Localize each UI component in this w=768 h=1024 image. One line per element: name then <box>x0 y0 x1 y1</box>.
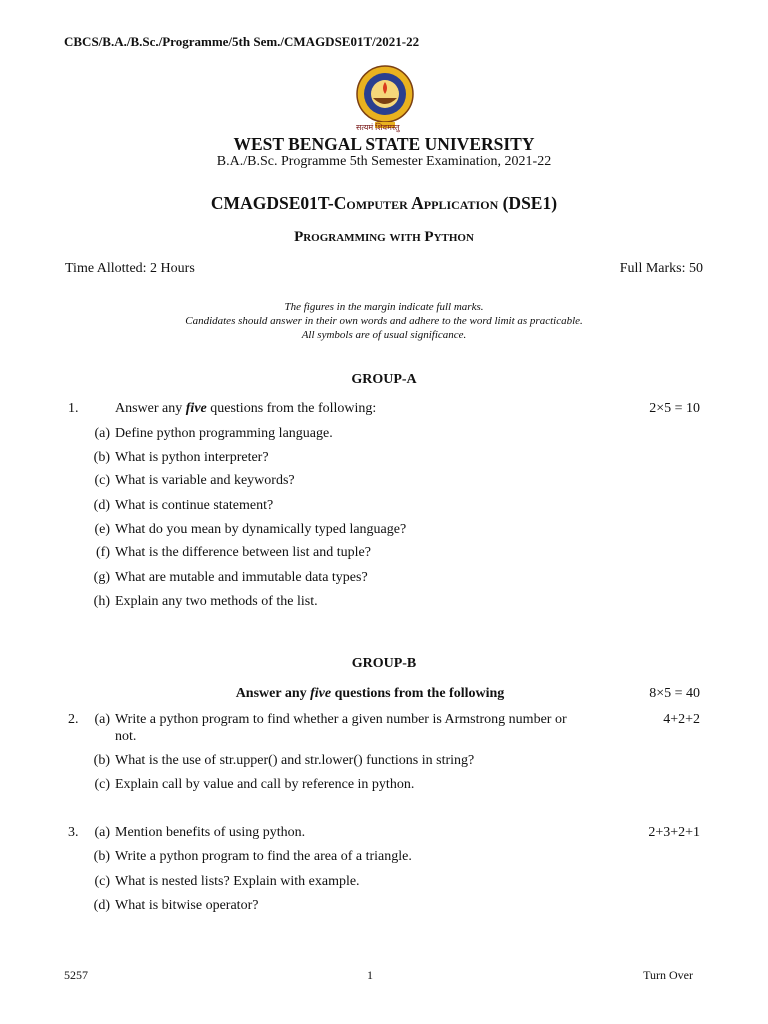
question-instruction: Answer any five questions from the following: <box>115 401 377 416</box>
item-text: Explain any two methods of the list. <box>115 594 318 609</box>
item-label: (a) <box>94 825 110 840</box>
course-name: Computer Application <box>333 193 499 213</box>
item-label: (c) <box>94 473 110 488</box>
question-marks: 2+3+2+1 <box>648 825 700 840</box>
item-text: What is bitwise operator? <box>115 898 259 913</box>
item-label: (a) <box>94 712 110 727</box>
question-marks: 4+2+2 <box>663 712 700 727</box>
item-label: (h) <box>93 594 110 609</box>
item-text: What is python interpreter? <box>115 450 269 465</box>
item-label: (b) <box>93 849 110 864</box>
item-text: Define python programming language. <box>115 426 333 441</box>
subject-title: Programming with Python <box>294 229 474 245</box>
university-motto: सत्यमं शिवमस्तु <box>356 123 400 132</box>
full-marks: Full Marks: 50 <box>619 261 703 276</box>
university-name: WEST BENGAL STATE UNIVERSITY <box>233 134 535 154</box>
item-text: What is nested lists? Explain with example. <box>115 874 360 889</box>
group-b-marks: 8×5 = 40 <box>649 686 700 701</box>
item-text: What is the difference between list and tuple? <box>115 545 371 560</box>
time-allotted: Time Allotted: 2 Hours <box>65 261 195 276</box>
item-text: What is continue statement? <box>115 498 274 513</box>
item-text: What is the use of str.upper() and str.lower() functions in string? <box>115 753 475 768</box>
turn-over: Turn Over <box>643 968 693 982</box>
paper-code-header: CBCS/B.A./B.Sc./Programme/5th Sem./CMAGDSE01T/2021-22 <box>64 34 420 49</box>
item-text: What do you mean by dynamically typed language? <box>115 522 407 537</box>
instruction-line: The figures in the margin indicate full marks. <box>284 301 484 313</box>
item-label: (f) <box>96 545 110 560</box>
item-label: (a) <box>94 426 110 441</box>
item-label: (b) <box>93 450 110 465</box>
instruction-line: Candidates should answer in their own words and adhere to the word limit as practicable. <box>185 315 583 327</box>
question-number: 2. <box>68 712 79 727</box>
item-label: (e) <box>94 522 110 537</box>
page-number: 1 <box>367 968 373 982</box>
item-label: (d) <box>93 898 110 913</box>
question-marks: 2×5 = 10 <box>649 401 700 416</box>
exam-title: B.A./B.Sc. Programme 5th Semester Examination, 2021-22 <box>216 154 552 169</box>
item-label: (c) <box>94 874 110 889</box>
item-text: Explain call by value and call by reference in python. <box>115 777 415 792</box>
course-code: CMAGDSE01T- <box>210 193 334 213</box>
item-label: (g) <box>93 570 110 585</box>
item-text: Mention benefits of using python. <box>115 825 306 840</box>
item-label: (d) <box>93 498 110 513</box>
instruction-line: All symbols are of usual significance. <box>301 329 467 341</box>
question-number: 1. <box>68 401 79 416</box>
group-a-title: GROUP-A <box>351 372 417 387</box>
question-number: 3. <box>68 825 79 840</box>
item-text: What is variable and keywords? <box>115 473 295 488</box>
group-b-instruction: Answer any five questions from the following <box>235 686 505 701</box>
item-text-continued: not. <box>115 729 137 744</box>
footer-code: 5257 <box>64 968 88 982</box>
course-suffix: (DSE1) <box>502 193 558 213</box>
item-text: Write a python program to find whether a given number is Armstrong number or <box>115 712 567 727</box>
item-text: What are mutable and immutable data types? <box>115 570 368 585</box>
item-label: (b) <box>93 753 110 768</box>
course-title <box>0 193 768 214</box>
item-text: Write a python program to find the area of a triangle. <box>115 849 412 864</box>
item-label: (c) <box>94 777 110 792</box>
group-b-title: GROUP-B <box>351 656 417 671</box>
